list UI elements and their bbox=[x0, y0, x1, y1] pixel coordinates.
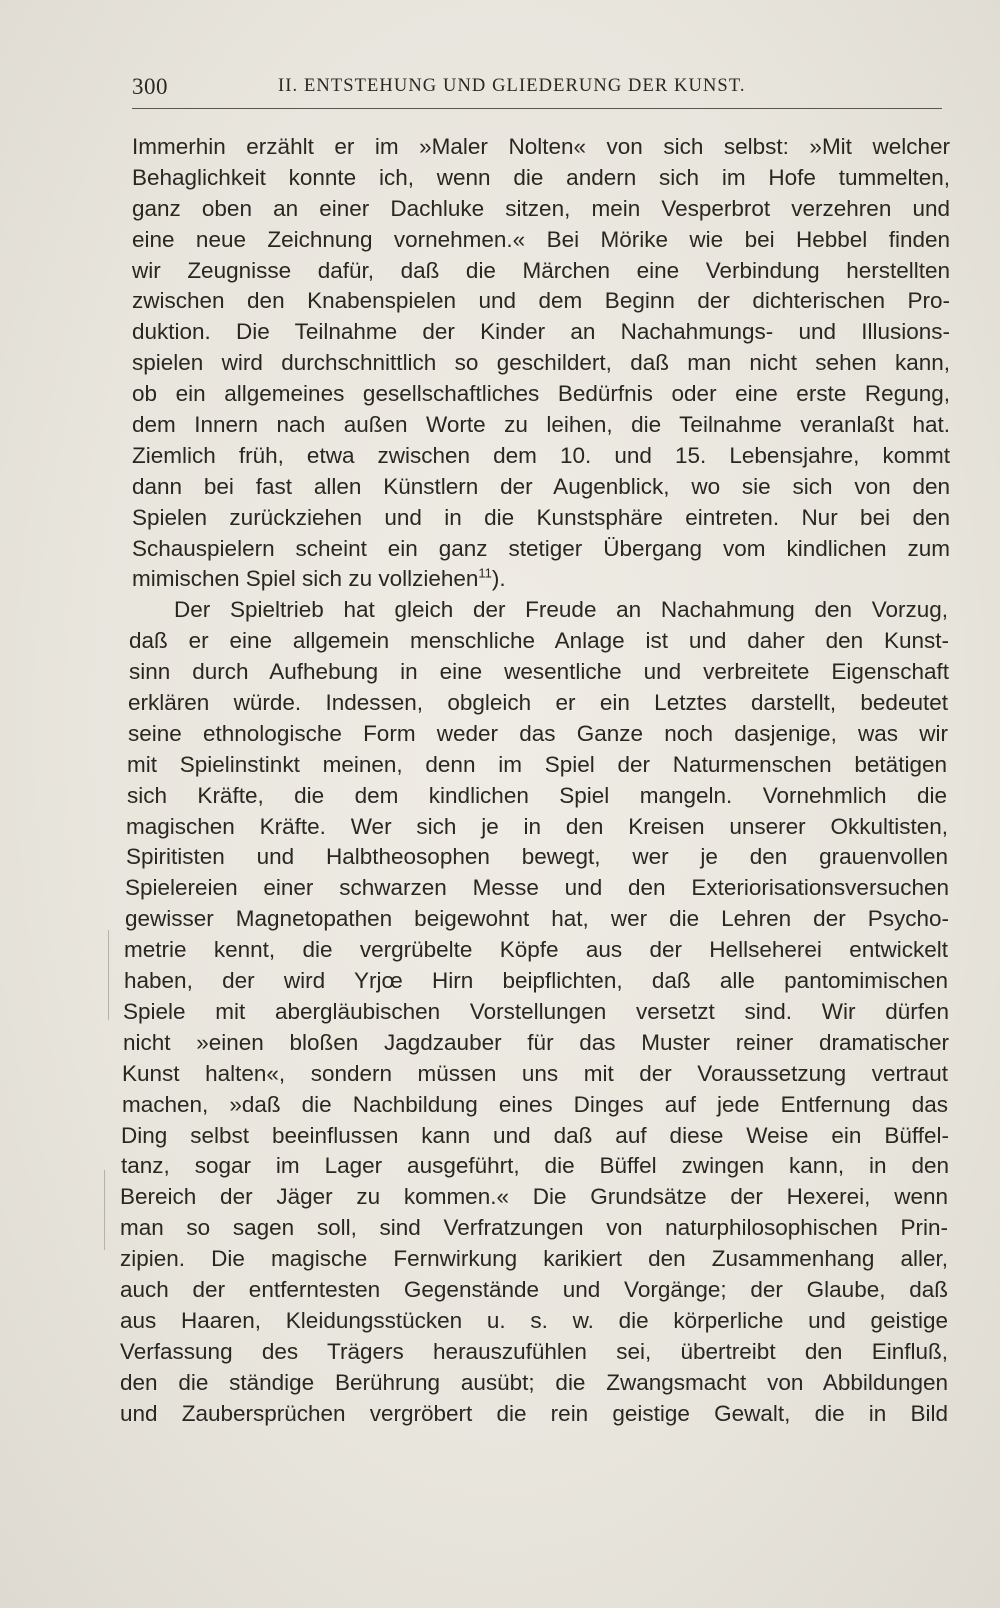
margin-mark bbox=[104, 1170, 105, 1250]
text-line: spielen wird durchschnittlich so geschildert, daß man nicht sehen kann, bbox=[132, 350, 950, 376]
text-line: Bereich der Jäger zu kommen.« Die Grundsätze der Hexerei, wenn bbox=[120, 1184, 948, 1210]
text-line: sinn durch Aufhebung in eine wesentliche und verbreitete Eigenschaft bbox=[129, 659, 949, 685]
running-title: II. ENTSTEHUNG UND GLIEDERUNG DER KUNST. bbox=[278, 76, 746, 96]
text-line: machen, »daß die Nachbildung eines Dinges auf jede Entfernung das bbox=[122, 1091, 948, 1117]
text-line: zipien. Die magische Fernwirkung karikiert den Zusammenhang aller, bbox=[120, 1246, 948, 1272]
footnote-close: ). bbox=[491, 566, 506, 592]
footnote-reference: 11 bbox=[478, 565, 492, 581]
text-line: Kunst halten«, sondern müssen uns mit der Voraussetzung vertraut bbox=[122, 1060, 948, 1086]
text-line: mit Spielinstinkt meinen, denn im Spiel der Naturmenschen betätigen bbox=[127, 751, 947, 777]
text-line: Verfassung des Trägers herauszufühlen sei, übertreibt den Einfluß, bbox=[120, 1338, 948, 1364]
text-line: aus Haaren, Kleidungsstücken u. s. w. die körperliche und geistige bbox=[120, 1307, 948, 1333]
text-line: Spiritisten und Halbtheosophen bewegt, wer je den grauenvollen bbox=[126, 844, 948, 870]
text-line: duktion. Die Teilnahme der Kinder an Nachahmungs- und Illusions- bbox=[132, 319, 950, 345]
text-line: Ziemlich früh, etwa zwischen dem 10. und 15. Lebensjahre, kommt bbox=[132, 442, 950, 468]
text-line: ob ein allgemeines gesellschaftliches Bedürfnis oder eine erste Regung, bbox=[132, 381, 950, 407]
text-line: wir Zeugnisse dafür, daß die Märchen eine Verbindung herstellten bbox=[132, 257, 950, 283]
text-line: ganz oben an einer Dachluke sitzen, mein Vesperbrot verzehren und bbox=[132, 195, 950, 221]
page-number: 300 bbox=[132, 74, 168, 99]
text-line: den die ständige Berührung ausübt; die Zwangsmacht von Abbildungen bbox=[120, 1369, 948, 1395]
text-line: mimischen Spiel sich zu vollziehen bbox=[132, 566, 479, 592]
text-line: man so sagen soll, sind Verfratzungen von naturphilosophischen Prin- bbox=[120, 1215, 948, 1241]
text-line: Spiele mit abergläubischen Vorstellungen versetzt sind. Wir dürfen bbox=[123, 998, 949, 1024]
text-line-with-footnote bbox=[132, 564, 950, 595]
text-line: dann bei fast allen Künstlern der Augenblick, wo sie sich von den bbox=[132, 473, 950, 499]
running-head bbox=[132, 72, 942, 109]
text-line: haben, der wird Yrjœ Hirn beipflichten, daß alle pantomimischen bbox=[124, 968, 948, 994]
text-line: zwischen den Knabenspielen und dem Beginn der dichterischen Pro- bbox=[132, 288, 950, 314]
text-line: auch der entferntesten Gegenstände und Vorgänge; der Glaube, daß bbox=[120, 1276, 948, 1302]
text-line: Spielen zurückziehen und in die Kunstsphäre eintreten. Nur bei den bbox=[132, 504, 950, 530]
text-line: Immerhin erzählt er im »Maler Nolten« von sich selbst: »Mit welcher bbox=[132, 134, 950, 159]
text-line: Der Spieltrieb hat gleich der Freude an Nachahmung den Vorzug, bbox=[174, 597, 948, 623]
text-line: nicht »einen bloßen Jagdzauber für das Muster reiner dramatischer bbox=[123, 1029, 949, 1055]
text-line: magischen Kräfte. Wer sich je in den Kreisen unserer Okkultisten, bbox=[126, 813, 948, 839]
text-line: Ding selbst beeinflussen kann und daß auf diese Weise ein Büffel- bbox=[121, 1122, 949, 1148]
text-line: erklären würde. Indessen, obgleich er ein Letztes darstellt, bedeutet bbox=[128, 690, 948, 716]
text-line: tanz, sogar im Lager ausgeführt, die Büffel zwingen kann, in den bbox=[121, 1153, 949, 1179]
text-line: metrie kennt, die vergrübelte Köpfe aus der Hellseherei entwickelt bbox=[124, 937, 948, 963]
text-line: Behaglichkeit konnte ich, wenn die andern sich im Hofe tummelten, bbox=[132, 164, 950, 190]
text-line: eine neue Zeichnung vornehmen.« Bei Mörike wie bei Hebbel finden bbox=[132, 226, 950, 252]
text-line: seine ethnologische Form weder das Ganze noch dasjenige, was wir bbox=[128, 720, 948, 746]
margin-mark bbox=[108, 930, 109, 1020]
text-line: dem Innern nach außen Worte zu leihen, die Teilnahme veranlaßt hat. bbox=[132, 412, 950, 438]
text-line: Schauspielern scheint ein ganz stetiger Übergang vom kindlichen zum bbox=[132, 535, 950, 561]
text-line: daß er eine allgemein menschliche Anlage ist und daher den Kunst- bbox=[129, 628, 949, 654]
text-line: Spielereien einer schwarzen Messe und den Exteriorisationsversuchen bbox=[125, 875, 949, 901]
text-line: und Zaubersprüchen vergröbert die rein geistige Gewalt, die in Bild bbox=[120, 1400, 948, 1426]
body-text bbox=[120, 132, 950, 1429]
text-line: gewisser Magnetopathen beigewohnt hat, wer die Lehren der Psycho- bbox=[125, 906, 949, 932]
text-line: sich Kräfte, die dem kindlichen Spiel mangeln. Vornehmlich die bbox=[127, 782, 947, 808]
